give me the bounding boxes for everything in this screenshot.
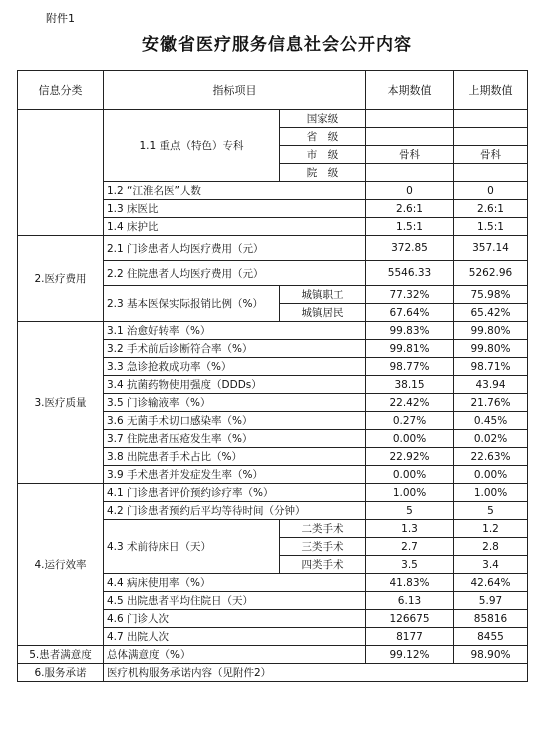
table-row [18, 236, 528, 261]
previous-value: 0 [454, 182, 528, 200]
previous-value: 99.80% [454, 340, 528, 358]
current-value: 77.32% [366, 286, 454, 304]
header-category: 信息分类 [18, 71, 104, 110]
current-value: 99.83% [366, 322, 454, 340]
previous-value: 0.02% [454, 430, 528, 448]
indicator-label: 3.2 手术前后诊断符合率（%） [104, 340, 366, 358]
previous-value: 98.71% [454, 358, 528, 376]
category-1-cell [18, 110, 104, 236]
previous-value: 43.94 [454, 376, 528, 394]
previous-value: 22.63% [454, 448, 528, 466]
current-value: 98.77% [366, 358, 454, 376]
previous-value: 5.97 [454, 592, 528, 610]
indicator-label: 1.4 床护比 [104, 218, 366, 236]
category-cell: 5.患者满意度 [18, 646, 104, 664]
level-previous [454, 164, 528, 182]
category-cell: 3.医疗质量 [18, 322, 104, 484]
level-label: 国家级 [280, 110, 366, 128]
previous-value: 1.00% [454, 484, 528, 502]
header-current: 本期数值 [366, 71, 454, 110]
current-value: 99.81% [366, 340, 454, 358]
level-current [366, 110, 454, 128]
item-4-3: 4.3 术前待床日（天） [104, 520, 280, 574]
sub-label: 二类手术 [280, 520, 366, 538]
sub-label: 四类手术 [280, 556, 366, 574]
previous-value: 5 [454, 502, 528, 520]
indicator-label: 医疗机构服务承诺内容（见附件2） [104, 664, 528, 682]
indicator-label: 4.7 出院人次 [104, 628, 366, 646]
previous-value: 357.14 [454, 236, 528, 261]
table-row [18, 664, 528, 682]
table-row [18, 484, 528, 502]
sub-label: 城镇居民 [280, 304, 366, 322]
indicator-label: 3.9 手术患者并发症发生率（%） [104, 466, 366, 484]
previous-value: 98.90% [454, 646, 528, 664]
previous-value: 99.80% [454, 322, 528, 340]
level-previous [454, 128, 528, 146]
indicator-label: 4.1 门诊患者评价预约诊疗率（%） [104, 484, 366, 502]
indicator-label: 4.4 病床使用率（%） [104, 574, 366, 592]
header-indicator: 指标项目 [104, 71, 366, 110]
indicator-label: 2.2 住院患者人均医疗费用（元） [104, 261, 366, 286]
category-cell: 4.运行效率 [18, 484, 104, 646]
level-label: 市 级 [280, 146, 366, 164]
current-value: 22.42% [366, 394, 454, 412]
current-value: 22.92% [366, 448, 454, 466]
level-current [366, 164, 454, 182]
indicator-label: 1.2 “江淮名医”人数 [104, 182, 366, 200]
current-value: 6.13 [366, 592, 454, 610]
indicator-label: 3.7 住院患者压疮发生率（%） [104, 430, 366, 448]
level-current: 骨科 [366, 146, 454, 164]
level-previous [454, 110, 528, 128]
previous-value: 1.5:1 [454, 218, 528, 236]
current-value: 372.85 [366, 236, 454, 261]
sub-label: 城镇职工 [280, 286, 366, 304]
sub-label: 三类手术 [280, 538, 366, 556]
current-value: 8177 [366, 628, 454, 646]
current-value: 1.3 [366, 520, 454, 538]
previous-value: 85816 [454, 610, 528, 628]
indicator-label: 3.8 出院患者手术占比（%） [104, 448, 366, 466]
current-value: 38.15 [366, 376, 454, 394]
indicator-label: 3.4 抗菌药物使用强度（DDDs） [104, 376, 366, 394]
header-previous: 上期数值 [454, 71, 528, 110]
previous-value: 42.64% [454, 574, 528, 592]
previous-value: 21.76% [454, 394, 528, 412]
header-row [18, 71, 528, 110]
previous-value: 2.8 [454, 538, 528, 556]
previous-value: 1.2 [454, 520, 528, 538]
item-2-3: 2.3 基本医保实际报销比例（%） [104, 286, 280, 322]
table-row [18, 110, 528, 128]
attachment-label: 附件1 [46, 12, 75, 25]
current-value: 99.12% [366, 646, 454, 664]
previous-value: 5262.96 [454, 261, 528, 286]
indicator-label: 1.3 床医比 [104, 200, 366, 218]
level-current [366, 128, 454, 146]
previous-value: 75.98% [454, 286, 528, 304]
previous-value: 8455 [454, 628, 528, 646]
indicator-label: 4.2 门诊患者预约后平均等待时间（分钟） [104, 502, 366, 520]
category-cell: 6.服务承诺 [18, 664, 104, 682]
current-value: 67.64% [366, 304, 454, 322]
item-1-1: 1.1 重点（特色）专科 [104, 110, 280, 182]
current-value: 1.00% [366, 484, 454, 502]
previous-value: 3.4 [454, 556, 528, 574]
current-value: 5546.33 [366, 261, 454, 286]
indicator-label: 3.1 治愈好转率（%） [104, 322, 366, 340]
previous-value: 0.00% [454, 466, 528, 484]
current-value: 0.27% [366, 412, 454, 430]
previous-value: 2.6:1 [454, 200, 528, 218]
current-value: 2.7 [366, 538, 454, 556]
current-value: 0 [366, 182, 454, 200]
current-value: 5 [366, 502, 454, 520]
current-value: 2.6:1 [366, 200, 454, 218]
current-value: 3.5 [366, 556, 454, 574]
document-title: 安徽省医疗服务信息社会公开内容 [142, 35, 412, 55]
current-value: 0.00% [366, 466, 454, 484]
indicator-label: 总体满意度（%） [104, 646, 366, 664]
category-cell: 2.医疗费用 [18, 236, 104, 322]
disclosure-table [17, 70, 528, 682]
indicator-label: 4.5 出院患者平均住院日（天） [104, 592, 366, 610]
level-previous: 骨科 [454, 146, 528, 164]
table-row [18, 646, 528, 664]
current-value: 0.00% [366, 430, 454, 448]
indicator-label: 2.1 门诊患者人均医疗费用（元） [104, 236, 366, 261]
indicator-label: 3.3 急诊抢救成功率（%） [104, 358, 366, 376]
indicator-label: 3.6 无菌手术切口感染率（%） [104, 412, 366, 430]
current-value: 1.5:1 [366, 218, 454, 236]
current-value: 126675 [366, 610, 454, 628]
indicator-label: 3.5 门诊输液率（%） [104, 394, 366, 412]
current-value: 41.83% [366, 574, 454, 592]
previous-value: 0.45% [454, 412, 528, 430]
table-row [18, 322, 528, 340]
level-label: 院 级 [280, 164, 366, 182]
level-label: 省 级 [280, 128, 366, 146]
previous-value: 65.42% [454, 304, 528, 322]
indicator-label: 4.6 门诊人次 [104, 610, 366, 628]
